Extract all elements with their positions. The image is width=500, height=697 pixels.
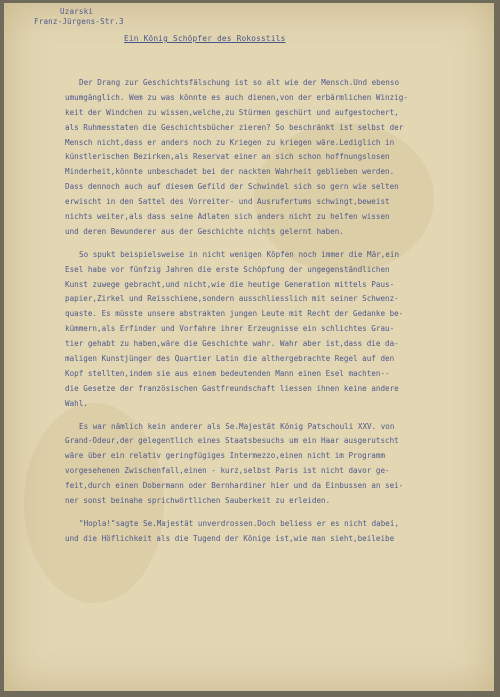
text-line: maligen Kunstjünger des Quartier Latin die althergebrachte Regel auf den bbox=[65, 354, 395, 364]
document-body bbox=[65, 76, 408, 547]
text-line: Grand-Odeur,der gelegentlich eines Staatsbesuchs um ein Haar ausgerutscht bbox=[65, 436, 399, 446]
paragraph-gap bbox=[65, 412, 408, 420]
text-line: keit der Windchen zu wissen,welche,zu Stürmen geschürt und aufgestochert, bbox=[65, 107, 399, 117]
text-line: als Ruhmesstaten die Geschichtsbücher zieren? So beschränkt ist selbst der bbox=[65, 122, 404, 132]
text-line: "Hopla!"sagte Se.Majestät unverdrossen.Doch beliess er es nicht dabei, bbox=[79, 518, 400, 528]
paragraph bbox=[65, 248, 408, 412]
paragraph bbox=[65, 517, 408, 547]
text-line: die Gesetze der französischen Gastfreundschaft liessen ihnen keine andere bbox=[65, 383, 399, 393]
text-line: So spukt beispielsweise in nicht wenigen Köpfen noch immer die Mär,ein bbox=[79, 249, 400, 259]
text-line: Wahl. bbox=[65, 398, 88, 408]
paragraph-gap bbox=[65, 509, 408, 517]
text-line: umumgänglich. Wem zu was könnte es auch dienen,von der erbärmlichen Winzig- bbox=[65, 92, 408, 102]
text-line: Kopf stellten,indem sie aus einem bedeutenden Mann einen Esel machten-- bbox=[65, 368, 390, 378]
document-title: Ein König Schöpfer des Rokosstils bbox=[124, 34, 286, 43]
text-line: Minderheit,könnte unbeschadet bei der nackten Wahrheit geblieben werden. bbox=[65, 167, 395, 177]
text-line: Es war nämlich kein anderer als Se.Majestät König Patschouli XXV. von bbox=[79, 421, 395, 431]
text-line: Dass dennoch auch auf diesem Gefild der Schwindel sich so gern wie selten bbox=[65, 182, 399, 192]
text-line: wäre über ein relativ geringfügiges Intermezzo,einen nicht im Programm bbox=[65, 451, 386, 461]
text-line: ner sonst beinahe sprichwörtlichen Sauberkeit zu erleiden. bbox=[65, 496, 331, 506]
paragraph-gap bbox=[65, 240, 408, 248]
text-line: Kunst zuwege gebracht,und nicht,wie die heutige Generation mittels Paus- bbox=[65, 279, 395, 289]
text-line: kümmern,als Erfinder und Vorfahre ihrer Erzeugnisse ein schlichtes Grau- bbox=[65, 324, 395, 334]
text-line: und die Höflichkeit als die Tugend der Könige ist,wie man sieht,beileibe bbox=[65, 533, 395, 543]
text-line: und deren Bewunderer aus der Geschichte nichts gelernt haben. bbox=[65, 226, 344, 236]
text-line: vorgesehenen Zwischenfall,einen - kurz,selbst Paris ist nicht davor ge- bbox=[65, 466, 390, 476]
text-line: Mensch nicht,dass er anders noch zu Kriegen zu kriegen wäre.Lediglich in bbox=[65, 137, 395, 147]
text-line: feit,durch einen Dobermann oder Bernhardiner hier und da Einbussen an sei- bbox=[65, 481, 404, 491]
paragraph bbox=[65, 76, 408, 240]
text-line: papier,Zirkel und Reisschiene,sondern ausschliesslich mit seiner Schwenz- bbox=[65, 294, 399, 304]
text-line: künstlerischen Bezirken,als Reservat einer an sich schon hoffnungslosen bbox=[65, 152, 390, 162]
text-line: nichts weiter,als dass seine Adlaten sich anders nicht zu helfen wissen bbox=[65, 212, 390, 222]
text-line: Der Drang zur Geschichtsfälschung ist so alt wie der Mensch.Und ebenso bbox=[79, 78, 400, 87]
text-line: erwischt in den Sattel des Vorreiter- und Ausrufertums schwingt,beweist bbox=[65, 197, 390, 207]
document-page bbox=[4, 3, 494, 691]
sender-street: Franz-Jürgens-Str.3 bbox=[34, 17, 124, 26]
sender-name: Uzarski bbox=[60, 7, 94, 16]
text-line: quaste. Es müsste unsere abstrakten jungen Leute mit Recht der Gedanke be- bbox=[65, 309, 404, 319]
text-line: tier gehabt zu haben,wäre die Geschichte wahr. Wahr aber ist,dass die da- bbox=[65, 339, 399, 349]
paragraph bbox=[65, 420, 408, 509]
text-line: Esel habe vor fünfzig Jahren die erste Schöpfung der ungegenständlichen bbox=[65, 264, 390, 274]
